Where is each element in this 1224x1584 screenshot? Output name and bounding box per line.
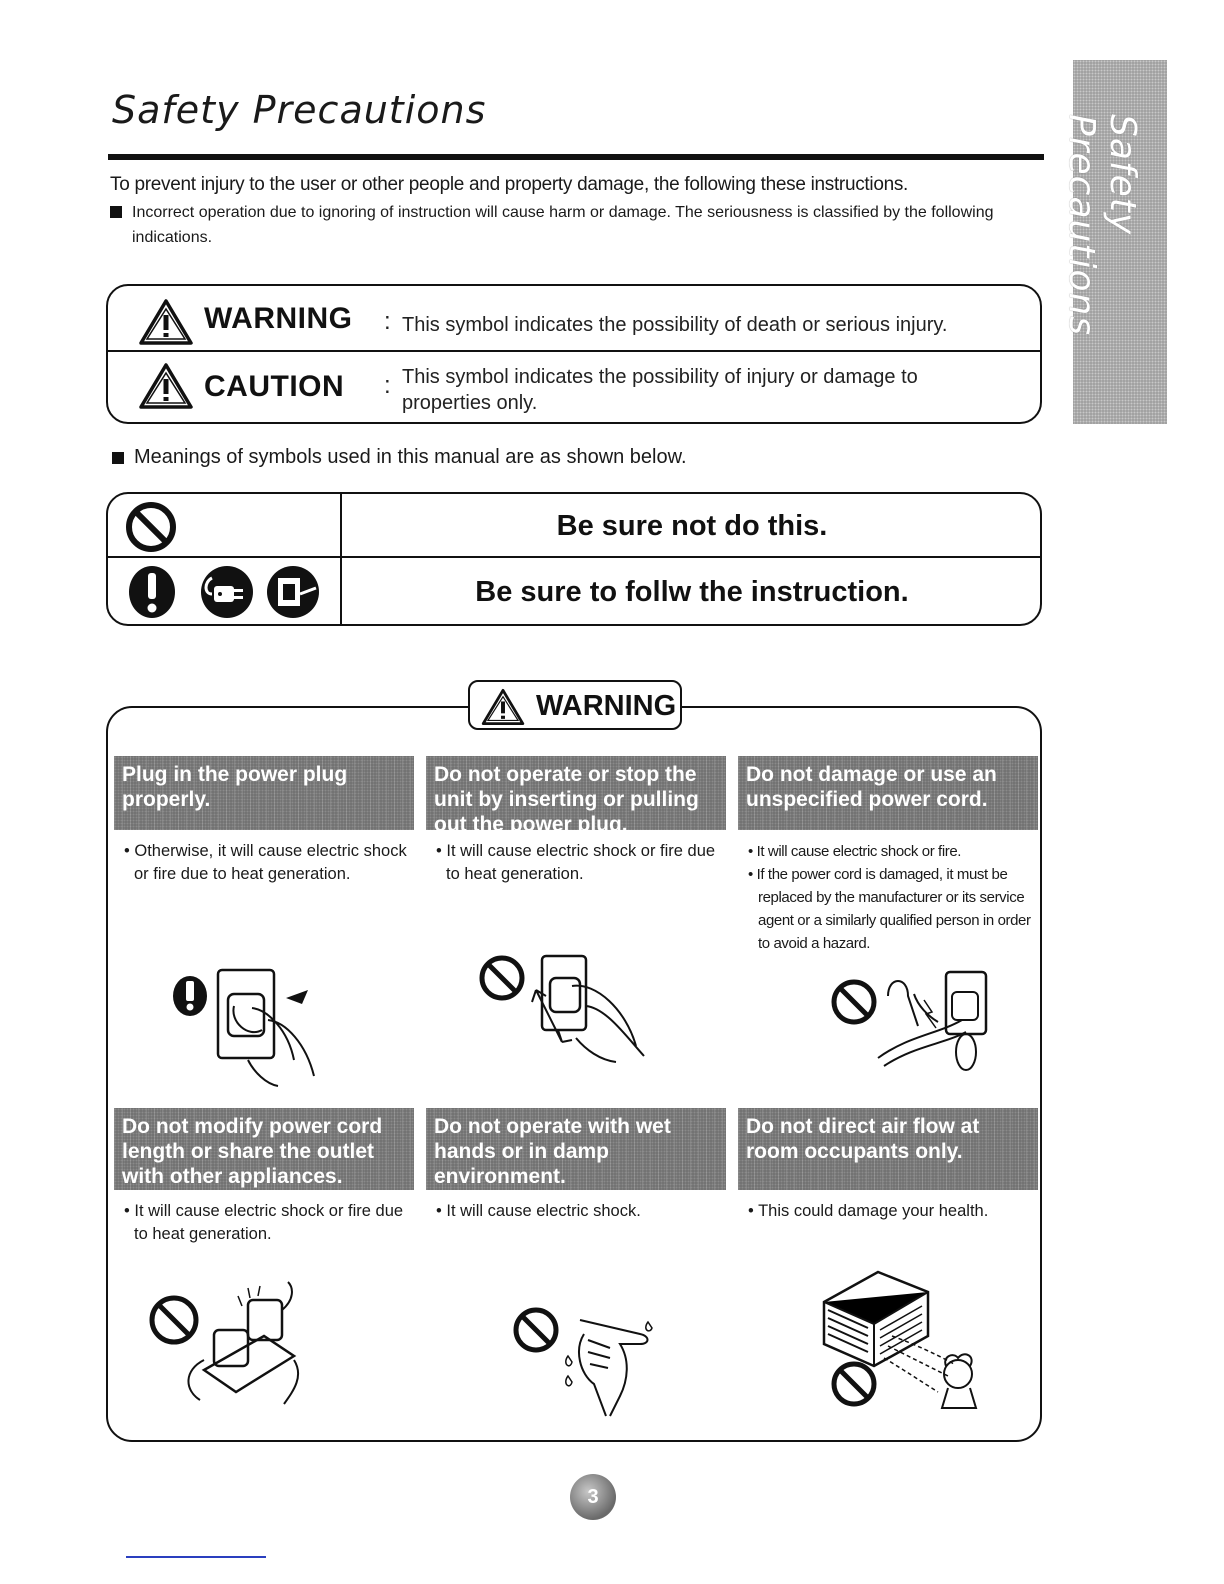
panel-bullet: • This could damage your health. (748, 1202, 989, 1220)
panel-heading-wet-hands: Do not operate with wet hands or in damp environment. (426, 1108, 726, 1190)
page-title: Safety Precautions (112, 88, 487, 132)
caution-colon: : (384, 372, 391, 399)
symbols-intro-text: Meanings of symbols used in this manual are as shown below. (134, 446, 687, 468)
intro-text: To prevent injury to the user or other people and property damage, the following these instructions. (110, 174, 909, 195)
side-tab-label: Safety Precautions (1061, 114, 1143, 337)
panel-heading-air-flow: Do not direct air flow at room occupants only. (738, 1108, 1038, 1190)
symbols-column-divider (340, 492, 342, 626)
panel-heading-do-not-operate-plug: Do not operate or stop the unit by inserting or pulling out the power plug. (426, 756, 726, 830)
intro-bullet (110, 200, 1040, 250)
panel-body-modify-cord (120, 1200, 420, 1246)
warning-section-label: WARNING (536, 690, 677, 722)
panel-body-do-not-operate-plug (432, 840, 732, 886)
mandatory-action-icon (126, 564, 178, 620)
follow-meaning: Be sure to follw the instruction. (475, 576, 909, 608)
warning-section-triangle-icon (480, 688, 526, 726)
caution-triangle-icon (138, 362, 194, 410)
prohibition-icon (124, 500, 178, 554)
prohibit-meaning: Be sure not do this. (556, 510, 828, 542)
footer-rule (126, 1556, 266, 1558)
panel-heading-modify-cord: Do not modify power cord length or share the outlet with other appliances. (114, 1108, 414, 1190)
symbols-row-divider (106, 556, 1042, 558)
air-flow-illustration (818, 1266, 994, 1416)
panel-body-air-flow (744, 1200, 1044, 1223)
title-divider (108, 154, 1044, 160)
symbols-legend (106, 492, 1042, 626)
shared-outlet-illustration (144, 1280, 324, 1410)
damaged-cord-illustration (828, 966, 998, 1076)
legend-divider (106, 350, 1042, 352)
panel-body-power-cord (744, 840, 1044, 955)
panel-bullet: • It will cause electric shock or fire due to heat generation. (124, 1202, 404, 1243)
unplug-icon (198, 564, 256, 620)
panel-bullet: • It will cause electric shock or fire due to heat generation. (436, 842, 716, 883)
panel-heading-plug-in: Plug in the power plug properly. (114, 756, 414, 830)
intro-bullet-text: Incorrect operation due to ignoring of instruction will cause harm or damage. The seriousness is classified by the following indications. (132, 204, 994, 246)
panel-body-plug-in (120, 840, 420, 886)
wet-hands-illustration (510, 1300, 680, 1420)
section-side-tab (1061, 60, 1167, 424)
caution-label: CAUTION (204, 370, 345, 403)
plug-in-illustration (168, 960, 338, 1090)
panel-heading-power-cord: Do not damage or use an unspecified power cord. (738, 756, 1038, 830)
do-not-pull-plug-illustration (476, 950, 676, 1070)
panel-bullet: • Otherwise, it will cause electric shock or fire due to heat generation. (124, 842, 407, 883)
indication-legend (106, 284, 1042, 424)
warning-description: This symbol indicates the possibility of death or serious injury. (402, 314, 948, 336)
symbols-intro (112, 446, 687, 469)
warning-label: WARNING (204, 302, 353, 335)
panel-bullet: • It will cause electric shock. (436, 1202, 641, 1220)
page-number: 3 (570, 1474, 616, 1520)
warning-section-tab (468, 680, 682, 730)
grounding-icon (264, 564, 322, 620)
panel-bullet: • If the power cord is damaged, it must be replaced by the manufacturer or its service agent or a similarly qualified person in order to avoid a hazard. (748, 866, 1031, 952)
panel-bullet: • It will cause electric shock or fire. (748, 843, 962, 860)
warning-colon: : (384, 308, 391, 335)
caution-description: This symbol indicates the possibility of injury or damage to properties only. (402, 366, 918, 414)
warning-triangle-icon (138, 298, 194, 346)
panel-body-wet-hands (432, 1200, 732, 1223)
